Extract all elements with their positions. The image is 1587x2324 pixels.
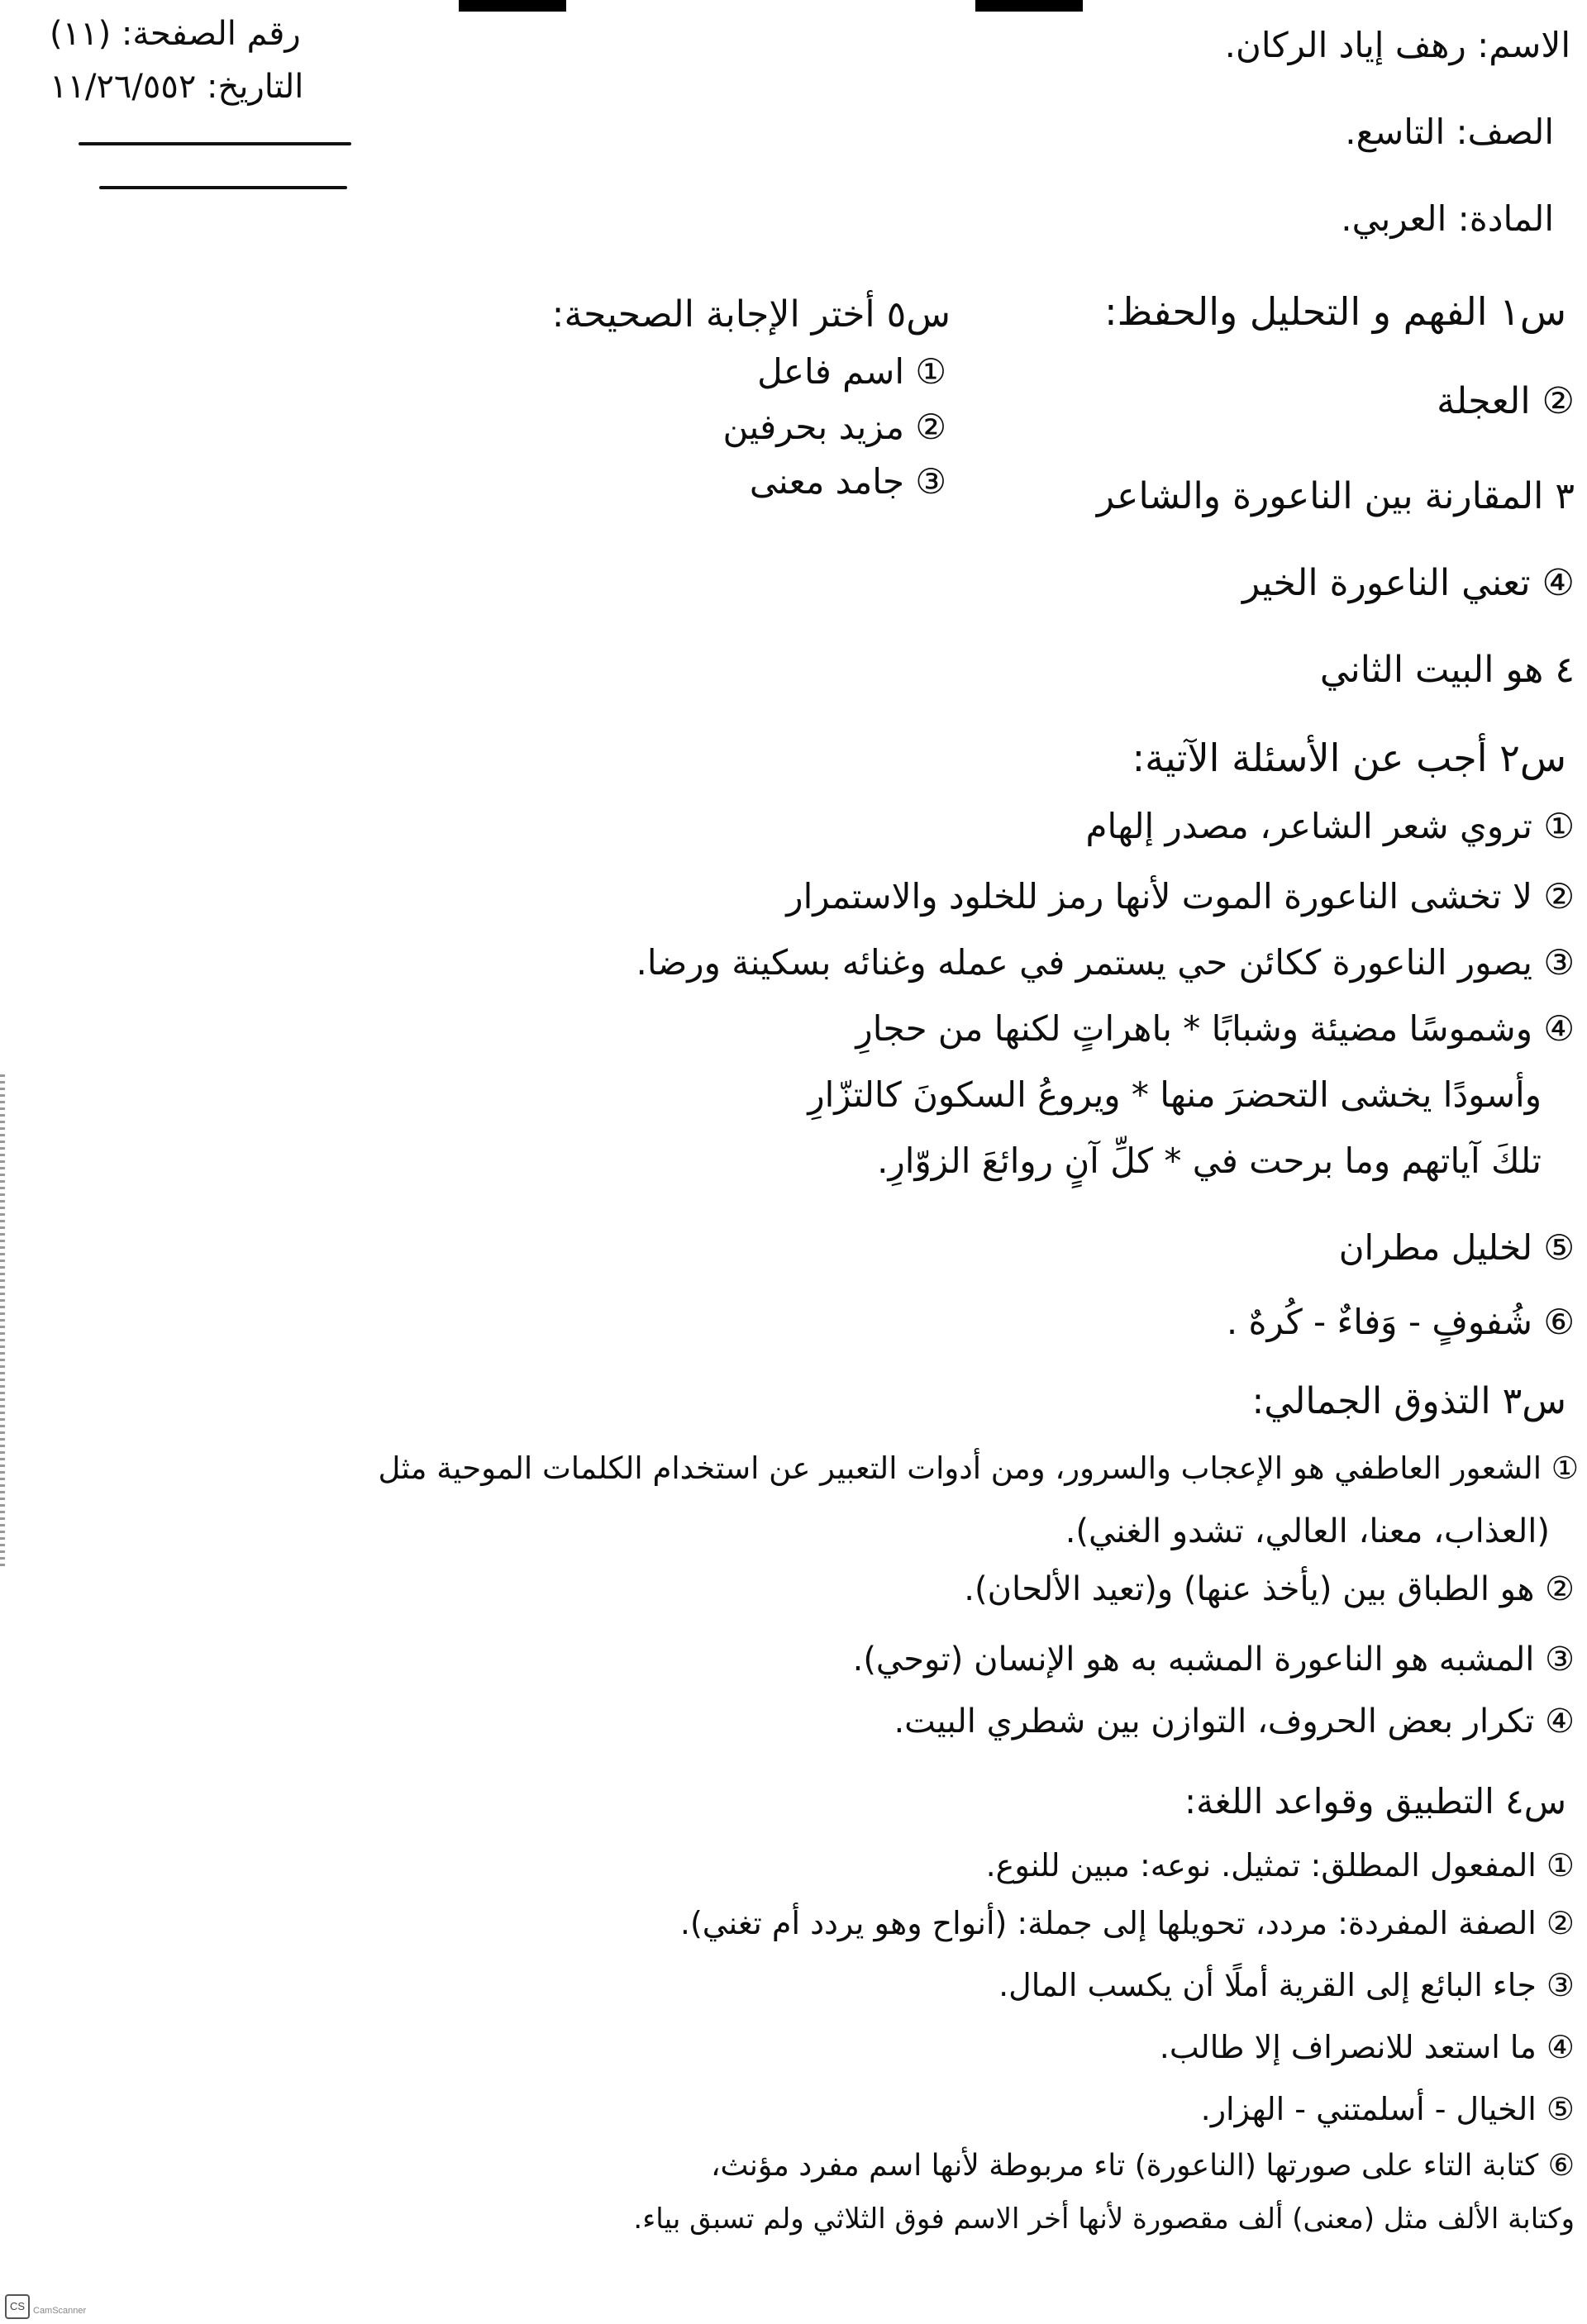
q3-title: س٣ التذوق الجمالي: [1251, 1380, 1566, 1422]
grade: الصف: التاسع. [1345, 112, 1554, 152]
q5-item: ③ جامد معنى [749, 461, 946, 502]
q2-item: ④ وشموسًا مضيئة وشبابًا * باهراتٍ لكنها من حجارِ [855, 1008, 1575, 1049]
scan-edge [0, 1074, 5, 1570]
date-underline [99, 186, 347, 189]
q3-item: ② هو الطباق بين (يأخذ عنها) و(تعيد الألحان). [964, 1570, 1575, 1608]
q4-item: ① المفعول المطلق: تمثيل. نوعه: مبين للنوع. [985, 1847, 1575, 1883]
q3-item: (العذاب، معنا، العالي، تشدو الغني). [1065, 1512, 1550, 1550]
q-fahm-title: س١ الفهم و التحليل والحفظ: [1104, 289, 1566, 334]
q2-item: ② لا تخشى الناعورة الموت لأنها رمز للخلود والاستمرار [786, 876, 1575, 917]
scan-mark [975, 0, 1083, 12]
q2-item: ① تروي شعر الشاعر، مصدر إلهام [1085, 806, 1575, 846]
date-underline [79, 142, 351, 145]
page-number: رقم الصفحة: (١١) [50, 15, 301, 53]
q4-item: ⑤ الخيال - أسلمتني - الهزار. [1200, 2091, 1575, 2127]
q3-item: ① الشعور العاطفي هو الإعجاب والسرور، ومن أدوات التعبير عن استخدام الكلمات الموحية مثل [378, 1450, 1579, 1486]
q4-item: ② الصفة المفردة: مردد، تحويلها إلى جملة: (أنواح وهو يردد أم تغني). [679, 1905, 1575, 1941]
q3-item: ③ المشبه هو الناعورة المشبه به هو الإنسان (توحي). [852, 1641, 1575, 1679]
q-fahm-item: ٤ هو البيت الثاني [1319, 649, 1575, 691]
q4-title: س٤ التطبيق وقواعد اللغة: [1184, 1781, 1566, 1822]
q2-item: وأسودًا يخشى التحضرَ منها * ويروعُ السكونَ كالتزّارِ [808, 1074, 1542, 1115]
subject: المادة: العربي. [1341, 198, 1554, 239]
q5-title: س٥ أختر الإجابة الصحيحة: [551, 293, 951, 336]
q2-item: ⑥ شُفوفٍ - وَفاءٌ - كُرهٌ . [1226, 1302, 1575, 1342]
q5-item: ② مزيد بحرفين [722, 407, 946, 447]
camscanner-label: CamScanner [33, 2306, 87, 2316]
q5-item: ① اسم فاعل [757, 351, 946, 392]
q4-item: ⑥ كتابة التاء على صورتها (الناعورة) تاء مربوطة لأنها اسم مفرد مؤنث، [710, 2149, 1575, 2183]
q-fahm-item: ٣ المقارنة بين الناعورة والشاعر [1096, 475, 1575, 517]
scan-mark [459, 0, 566, 12]
student-name: الاسم: رهف إياد الركان. [1224, 25, 1570, 65]
q2-item: تلكَ آياتهم وما برحت في * كلِّ آنٍ روائعَ الزوّارِ. [877, 1141, 1542, 1181]
q2-item: ⑤ لخليل مطران [1338, 1227, 1575, 1268]
q4-item: ③ جاء البائع إلى القرية أملًا أن يكسب المال. [998, 1967, 1575, 2003]
q3-item: ④ تكرار بعض الحروف، التوازن بين شطري البيت. [894, 1703, 1575, 1741]
q4-item: ④ ما استعد للانصراف إلا طالب. [1159, 2029, 1575, 2065]
q2-title: س٢ أجب عن الأسئلة الآتية: [1132, 736, 1566, 780]
q4-item: وكتابة الألف مثل (معنى) ألف مقصورة لأنها أخر الاسم فوق الثلاثي ولم تسبق بياء. [633, 2203, 1575, 2236]
q-fahm-item: ② العجلة [1437, 380, 1575, 422]
date: التاريخ: ١١/٢٦/٥٥٢ [50, 68, 304, 106]
q-fahm-item: ④ تعني الناعورة الخير [1241, 562, 1575, 604]
q2-item: ③ يصور الناعورة ككائن حي يستمر في عمله وغنائه بسكينة ورضا. [636, 942, 1575, 983]
camscanner-logo-icon: CS [5, 2294, 30, 2319]
